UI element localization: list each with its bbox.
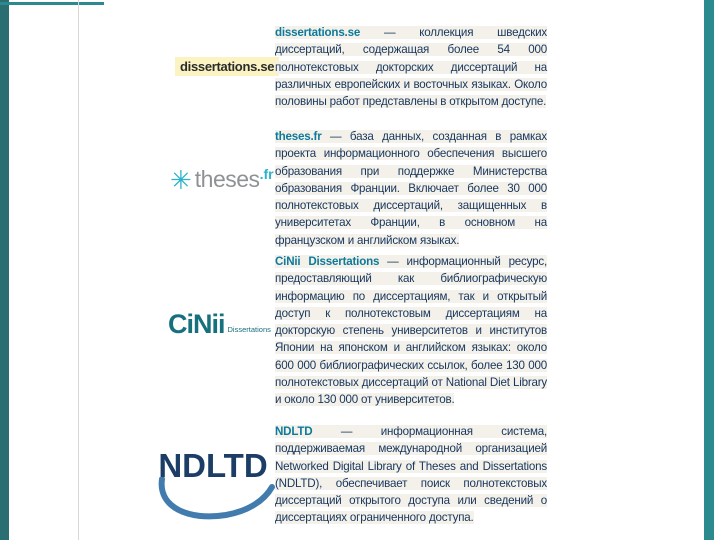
slide-top-accent-line bbox=[0, 2, 104, 5]
theses-star-icon: ✳ bbox=[170, 164, 192, 195]
theses-logo-suffix: .fr bbox=[259, 165, 274, 182]
dissertations-se-logo-text: dissertations.se bbox=[175, 57, 279, 76]
resource-term: CiNii Dissertations bbox=[275, 255, 380, 268]
slide-left-accent-bar bbox=[0, 0, 9, 540]
resource-description bbox=[275, 253, 547, 409]
resource-description bbox=[275, 24, 547, 110]
resource-description-text: — информационный ресурс, предоставляющий как библиографическую информацию по диссертациям, так и открытый доступ к полнотекстовым диссертациям на докторскую степень университетов и институтов Японии на японском и английском языках: около 600 000 библиографических ссылок, более 130 000 полнотекстовых диссертаций от National Diet Library и около 130 000 от университетов. bbox=[275, 255, 547, 407]
slide-margin-rule bbox=[78, 0, 79, 540]
resource-term: theses.fr bbox=[275, 130, 322, 143]
cinii-logo-text: CiNii bbox=[168, 309, 225, 339]
cinii-logo-subtext: Dissertations bbox=[227, 325, 271, 334]
cinii-logo bbox=[168, 311, 271, 337]
resource-description bbox=[275, 423, 547, 527]
ndltd-logo bbox=[148, 449, 278, 523]
resource-term: dissertations.se bbox=[275, 26, 361, 39]
resource-description-text: — коллекция шведских диссертаций, содержащая более 54 000 полнотекстовых докторских диссертаций на различных европейских и восточных языках. Около половины работ представлены в открытом доступе. bbox=[275, 26, 547, 109]
theses-fr-logo bbox=[170, 166, 274, 193]
resource-description bbox=[275, 128, 547, 249]
resource-description-text: — информационная система, поддерживаемая международной организацией Networked Digital Library of Theses and Dissertations (NDLTD), обеспечивает поиск полнотекстовых диссертаций открытого доступа или сведений о диссертациях ограниченного доступа. bbox=[275, 425, 548, 525]
theses-logo-text: theses bbox=[194, 166, 260, 192]
ndltd-logo-text: NDLTD bbox=[158, 447, 268, 484]
resource-term: NDLTD bbox=[275, 425, 313, 438]
slide-right-accent-bar bbox=[704, 0, 714, 540]
dissertations-se-logo bbox=[175, 58, 279, 76]
resource-description-text: — база данных, созданная в рамках проекта информационного обеспечения высшего образования при поддержке Министерства образования Франции. Включает более 30 000 полнотекстовых диссертаций, защищенных в университетах Франции, в основном на французском и английском языках. bbox=[275, 130, 547, 247]
